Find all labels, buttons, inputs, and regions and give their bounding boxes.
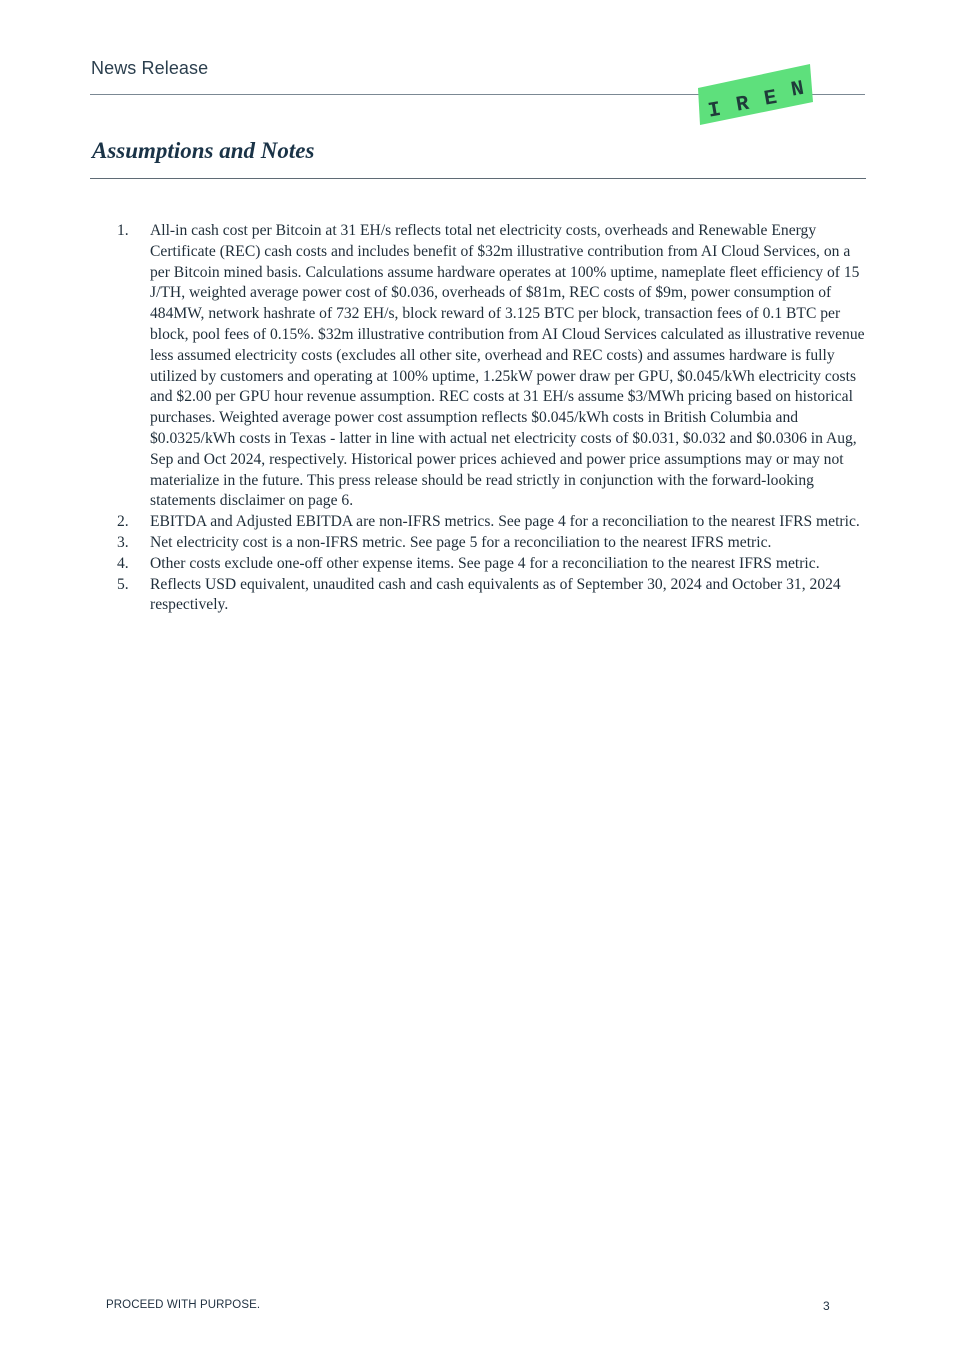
- logo-letter-i: I: [706, 98, 723, 124]
- footer-tagline: PROCEED WITH PURPOSE.: [106, 1299, 261, 1311]
- note-item: [117, 575, 867, 617]
- note-text: Net electricity cost is a non-IFRS metric. See page 5 for a reconciliation to the nearest IFRS metric.: [150, 533, 772, 551]
- note-text: All-in cash cost per Bitcoin at 31 EH/s reflects total net electricity costs, overheads and Renewable Energy Certificate (REC) cash costs and includes benefit of $32m illustrative contribution from AI Cloud Services, on a per Bitcoin mined basis. Calculations assume hardware operates at 100% uptime, nameplate fleet efficiency of 15 J/TH, weighted average power cost of $0.036, overheads of $81m, REC costs of $9m, power consumption of 484MW, network hashrate of 732 EH/s, block reward of 3.125 BTC per block, transaction fees of 0.1 BTC per block, pool fees of 0.15%. $32m illustrative contribution from AI Cloud Services calculated as illustrative revenue less assumed electricity costs (excludes all other site, overhead and REC costs) and assumes hardware is fully utilized by customers and operating at 100% uptime, 1.25kW power draw per GPU, $0.045/kWh electricity costs and $2.00 per GPU hour revenue assumption. REC costs at 31 EH/s assume $3/MWh pricing based on historical purchases. Weighted average power cost assumption reflects $0.045/kWh costs in British Columbia and $0.0325/kWh costs in Texas - latter in line with actual net electricity costs of $0.031, $0.032 and $0.0306 in Aug, Sep and Oct 2024, respectively. Historical power prices achieved and power price assumptions may or may not materialize in the future. This press release should be read strictly in conjunction with the forward-looking statements disclaimer on page 6.: [150, 222, 865, 510]
- note-item: [117, 533, 867, 554]
- page-header-title: News Release: [91, 58, 209, 78]
- note-number: 5.: [117, 575, 129, 593]
- note-item: [117, 221, 867, 512]
- logo-letter-r: R: [734, 92, 751, 118]
- note-number: 3.: [117, 533, 129, 551]
- page-number: 3: [823, 1299, 830, 1313]
- logo-letter-e: E: [762, 86, 779, 112]
- section-divider: [90, 178, 866, 179]
- note-item: [117, 554, 867, 575]
- note-text: Other costs exclude one-off other expense items. See page 4 for a reconciliation to the nearest IFRS metric.: [150, 554, 820, 572]
- note-text: EBITDA and Adjusted EBITDA are non-IFRS metrics. See page 4 for a reconciliation to the nearest IFRS metric.: [150, 513, 860, 531]
- notes-list: [117, 221, 867, 616]
- note-number: 4.: [117, 554, 129, 572]
- note-item: [117, 512, 867, 533]
- iren-logo: [696, 62, 814, 126]
- note-number: 2.: [117, 513, 129, 531]
- section-title: Assumptions and Notes: [92, 138, 315, 163]
- note-number: 1.: [117, 222, 129, 239]
- logo-letter-n: N: [789, 77, 806, 103]
- note-text: Reflects USD equivalent, unaudited cash and cash equivalents as of September 30, 2024 and October 31, 2024 respectively.: [150, 575, 841, 614]
